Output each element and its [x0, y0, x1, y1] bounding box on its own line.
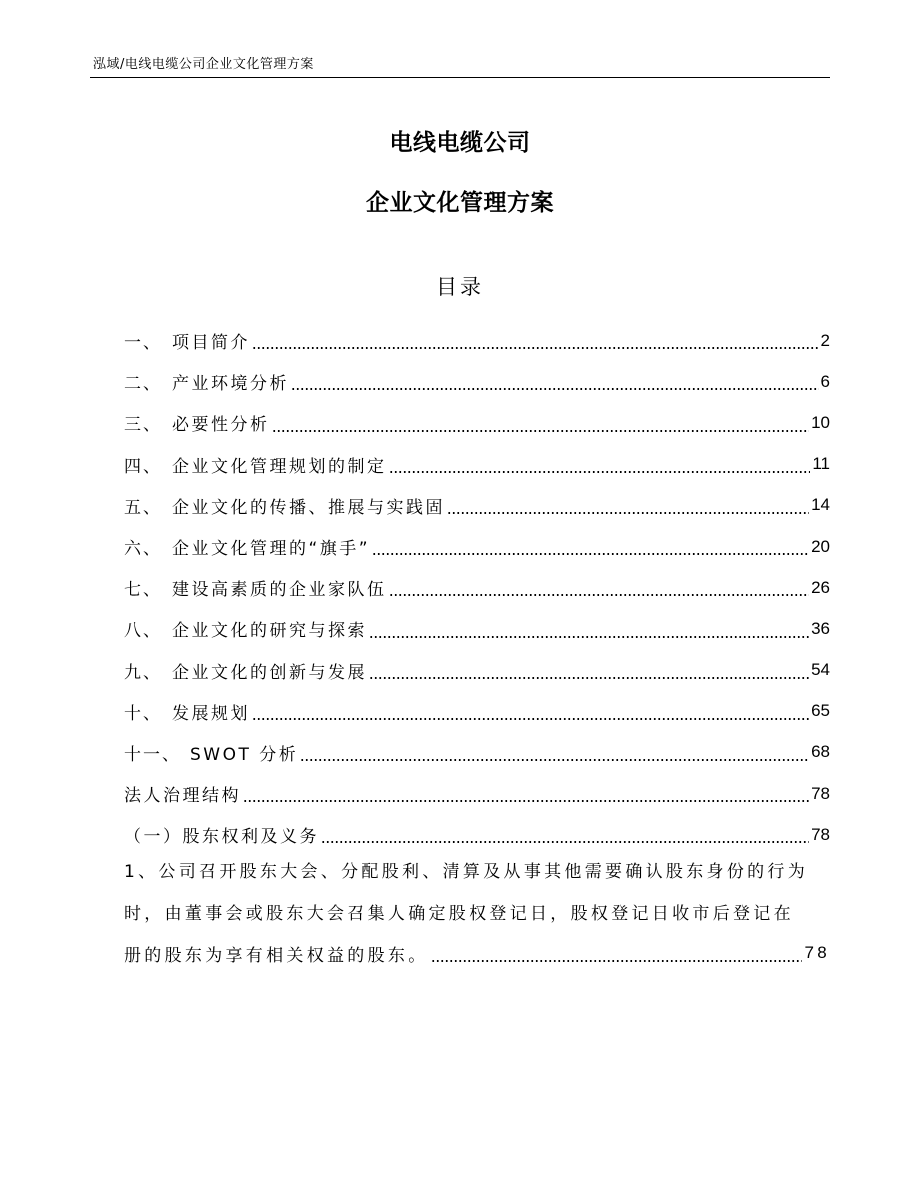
toc-page-number: 54 — [811, 660, 830, 680]
toc-entry-label — [124, 410, 270, 435]
document-subtitle: 企业文化管理方案 — [366, 190, 554, 216]
toc-leader-dots — [389, 471, 811, 473]
toc-entry-text: 企业文化的研究与探索 — [172, 621, 367, 642]
toc-entry-number: 六、 — [124, 539, 162, 560]
toc-entry[interactable] — [124, 361, 830, 402]
toc-leader-dots — [291, 388, 819, 390]
toc-entry-label — [124, 369, 289, 394]
toc-entry[interactable] — [124, 444, 830, 485]
toc-leader-dots — [389, 594, 810, 596]
toc-entry[interactable] — [124, 485, 830, 526]
toc-page-number: 20 — [811, 536, 830, 556]
toc-entry[interactable] — [124, 773, 830, 814]
document-title: 电线电缆公司 — [389, 130, 531, 156]
toc-entry-label — [124, 740, 298, 765]
toc-page-number: 65 — [811, 701, 830, 721]
toc-page-number: 11 — [812, 454, 830, 474]
toc-entry-label — [124, 328, 250, 353]
toc-entry-text: 发展规划 — [172, 703, 250, 724]
header-divider — [90, 77, 830, 78]
toc-page-number: 68 — [811, 742, 830, 762]
toc-page-number: 2 — [820, 330, 830, 350]
toc-page-number: 10 — [811, 412, 830, 432]
toc-entry-label — [124, 534, 370, 559]
toc-entry-text: 建设高素质的企业家队伍 — [172, 580, 387, 601]
toc-entry-number: 一、 — [124, 333, 162, 354]
toc-leader-dots — [300, 759, 809, 761]
toc-entry-label — [124, 822, 319, 847]
toc-page-number: 78 — [811, 783, 830, 803]
toc-leader-dots — [321, 841, 809, 843]
toc-entry-label — [124, 616, 367, 641]
toc-page-number: 78 — [804, 943, 830, 962]
toc-entry-label — [124, 575, 387, 600]
toc-entry-text: （一）股东权利及义务 — [124, 827, 319, 848]
toc-entry-text: 企业文化的传播、推展与实践固 — [172, 497, 445, 518]
toc-entry-number: 七、 — [124, 580, 162, 601]
toc-entry[interactable] — [124, 732, 830, 773]
toc-entry-line: 1、公司召开股东大会、分配股利、清算及从事其他需要确认股东身份的行为 — [124, 861, 809, 882]
toc-entry-text: 企业文化管理的“旗手” — [172, 539, 371, 560]
toc-leader-dots — [272, 430, 810, 432]
toc-entry-multiline[interactable] — [124, 848, 830, 974]
toc-page-number: 26 — [811, 577, 830, 597]
toc-entry-text: 法人治理结构 — [124, 786, 241, 807]
toc-entry-label — [124, 699, 250, 724]
toc-leader-dots — [447, 512, 809, 514]
toc-entry-text: 产业环境分析 — [172, 374, 289, 395]
toc-entry-line: 时，由董事会或股东大会召集人确定股权登记日，股权登记日收市后登记在 — [124, 903, 794, 924]
toc-entry-number: 九、 — [124, 662, 162, 683]
toc-entry[interactable] — [124, 691, 830, 732]
toc-entry-number: 二、 — [124, 374, 162, 395]
toc-entry-number: 八、 — [124, 621, 162, 642]
page-header: 泓域/电线电缆公司企业文化管理方案 — [93, 57, 314, 72]
toc-leader-dots — [431, 960, 803, 962]
toc-leader-dots — [252, 718, 809, 720]
toc-entry[interactable] — [124, 608, 830, 649]
toc-entry[interactable] — [124, 320, 830, 361]
table-of-contents — [124, 320, 830, 855]
toc-entry-text: 企业文化管理规划的制定 — [172, 456, 387, 477]
toc-entry-label — [124, 781, 241, 806]
toc-entry-text: 必要性分析 — [172, 415, 270, 436]
toc-entry-number: 十一、 — [124, 744, 181, 765]
toc-leader-dots — [369, 677, 809, 679]
toc-entry-label — [124, 452, 387, 477]
toc-page-number: 36 — [811, 618, 830, 638]
toc-entry[interactable] — [124, 526, 830, 567]
toc-page-number: 78 — [811, 824, 830, 844]
toc-leader-dots — [372, 553, 809, 555]
toc-entry[interactable] — [124, 650, 830, 691]
toc-entry-text: SWOT 分析 — [190, 744, 299, 765]
toc-entry-label: 册的股东为享有相关权益的股东。 — [124, 945, 429, 966]
toc-entry-number: 四、 — [124, 456, 162, 477]
toc-entry[interactable] — [124, 567, 830, 608]
toc-entry-number: 五、 — [124, 497, 162, 518]
toc-entry[interactable] — [124, 402, 830, 443]
toc-entry-line — [124, 932, 830, 974]
toc-page-number: 14 — [811, 495, 830, 515]
toc-entry-text: 企业文化的创新与发展 — [172, 662, 367, 683]
toc-leader-dots — [243, 800, 809, 802]
toc-entry-number: 十、 — [124, 703, 162, 724]
toc-heading: 目录 — [436, 275, 484, 299]
toc-entry-label — [124, 658, 367, 683]
toc-leader-dots — [252, 347, 819, 349]
toc-entry-text: 项目简介 — [172, 333, 250, 354]
toc-leader-dots — [369, 636, 809, 638]
toc-entry-label — [124, 493, 445, 518]
toc-entry-number: 三、 — [124, 415, 162, 436]
toc-page-number: 6 — [820, 371, 830, 391]
